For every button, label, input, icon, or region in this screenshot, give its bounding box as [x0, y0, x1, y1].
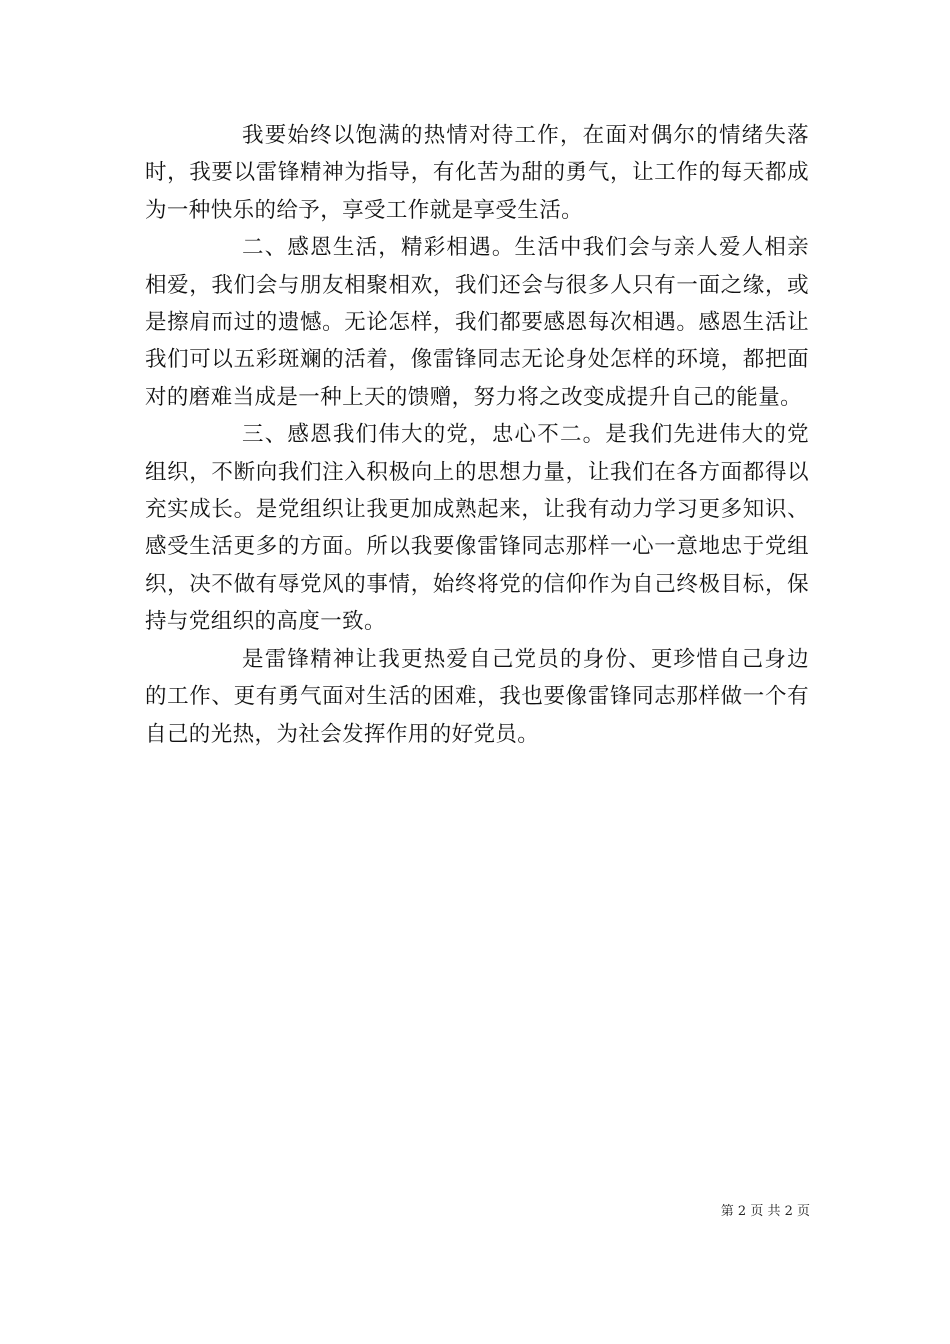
- paragraph-4: 是雷锋精神让我更热爱自己党员的身份、更珍惜自己身边的工作、更有勇气面对生活的困难，我也要像雷锋同志那样做一个有自己的光热，为社会发挥作用的好党员。: [145, 646, 809, 747]
- paragraph-3: 三、感恩我们伟大的党，忠心不二。是我们先进伟大的党组织，不断向我们注入积极向上的思想力量，让我们在各方面都得以充实成长。是党组织让我更加成熟起来，让我有动力学习更多知识、感受生活更多的方面。所以我要像雷锋同志那样一心一意地忠于党组织，决不做有辱党风的事情，始终将党的信仰作为自己终极目标，保持与党组织的高度一致。: [145, 422, 809, 635]
- paragraph-1: 我要始终以饱满的热情对待工作，在面对偶尔的情绪失落时，我要以雷锋精神为指导，有化苦为甜的勇气，让工作的每天都成为一种快乐的给予，享受工作就是享受生活。: [145, 123, 809, 223]
- document-body: [145, 117, 809, 753]
- paragraph-2: 二、感恩生活，精彩相遇。生活中我们会与亲人爱人相亲相爱，我们会与朋友相聚相欢，我们还会与很多人只有一面之缘，或是擦肩而过的遗憾。无论怎样，我们都要感恩每次相遇。感恩生活让我们可以五彩斑斓的活着，像雷锋同志无论身处怎样的环境，都把面对的磨难当成是一种上天的馈赠，努力将之改变成提升自己的能量。: [145, 235, 809, 410]
- page-number-footer: 第 2 页 共 2 页: [720, 1204, 810, 1219]
